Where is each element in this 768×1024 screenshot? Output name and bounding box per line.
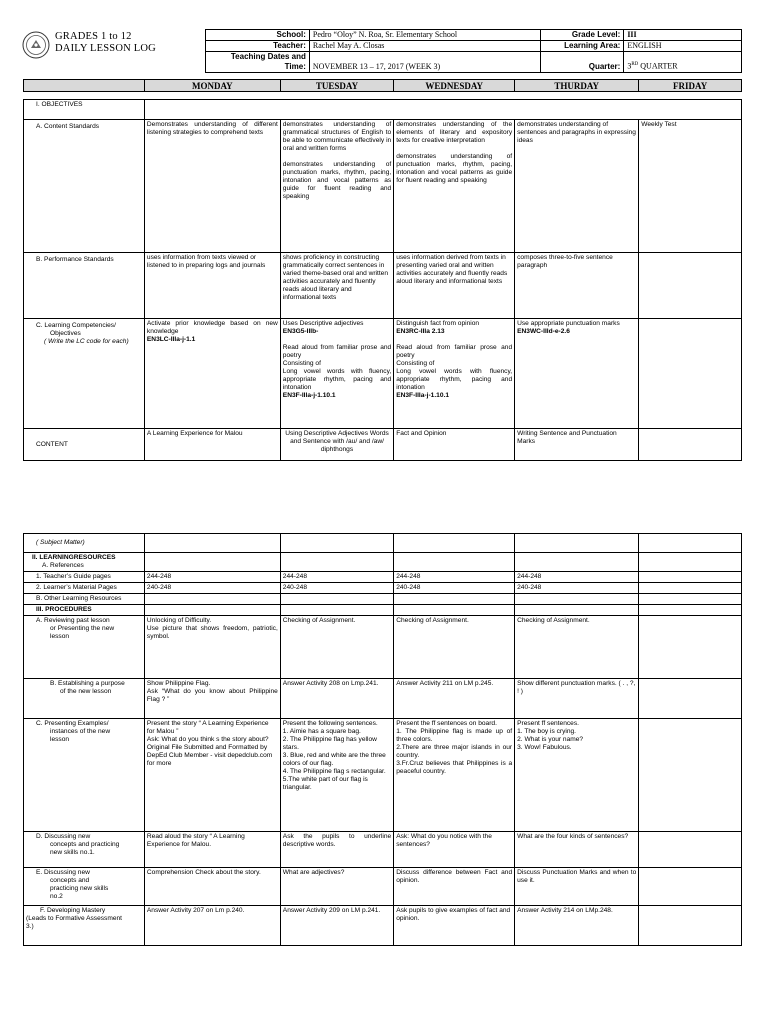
proc-f-label-1: F. Developing Mastery [40,907,106,914]
proc-a-label-2: or Presenting the new [50,625,115,632]
area-value: ENGLISH [624,41,742,52]
content-label: CONTENT [24,429,145,461]
proc-c-tue [280,719,393,832]
proc-a-mon-2: Use picture that shows freedom, patriotic, symbol. [146,625,278,640]
proc-c-tue-4: 3. Blue, red and white are the three colors of our flag. [282,752,386,767]
performance-standards-tue: shows proficiency in constructing grammatically correct sentences in varied theme-based oral and written activities accurately and fluently reads aloud literary and informational texts [280,253,393,319]
days-header-row [23,79,742,92]
proc-c-tue-6: 5.The white part of our flag is triangular. [282,776,368,791]
competencies-thu [515,319,639,429]
proc-c-label-2: instances of the new [50,728,111,735]
procedures-table [23,533,742,946]
proc-c-thu [515,719,639,832]
proc-c-wed-3: 2.There are three major islands in our country. [396,744,513,759]
references-label: A. References [42,562,84,569]
proc-e-label-3: practicing new skills [50,885,109,892]
content-standards-mon: Demonstrates understanding of different listening strategies to comprehend texts [144,120,280,253]
proc-b-fri [639,679,742,719]
proc-d-label-1: D. Discussing new [36,833,91,840]
proc-d-label-3: new skills no.1. [50,849,95,856]
competencies-fri [639,319,742,429]
tg-pages-thu: 244-248 [515,572,639,583]
day-header-wednesday: WEDNESDAY [394,80,515,92]
teacher-label: Teacher: [206,41,310,52]
proc-d-fri [639,832,742,868]
school-value: Pedro “Oloy” N. Roa, Sr. Elementary School [309,30,541,41]
proc-b-label [24,679,145,719]
proc-d-label [24,832,145,868]
competencies-tue-code-2: EN3F-IIIa-j-1.10.1 [282,392,336,399]
procedures-wed [394,605,515,616]
content-standards-tue [280,120,393,253]
content-standards-tue-2: demonstrates understanding of punctuation marks, rhythm, pacing, intonation and vocal patterns as guide for fluent reading and speaking [282,161,392,200]
competencies-label-3: ( Write the LC code for each) [44,338,129,345]
proc-c-fri [639,719,742,832]
procedures-thu [515,605,639,616]
tg-pages-wed: 244-248 [394,572,515,583]
proc-a-thu: Checking of Assignment. [515,616,639,679]
proc-e-tue: What are adjectives? [280,868,393,906]
proc-c-wed [394,719,515,832]
competencies-tue-text-3: Consisting of [282,360,321,367]
subject-matter-fri [639,534,742,553]
content-fri [639,429,742,461]
grade-label: Grade Level: [541,30,624,41]
procedures-heading: III. PROCEDURES [24,605,145,616]
subject-matter-mon [144,534,280,553]
resources-mon [144,553,280,572]
content-wed: Fact and Opinion [394,429,515,461]
lm-pages-wed: 240-248 [394,583,515,594]
competencies-thu-code: EN3WC-IIId-e-2.6 [517,328,570,335]
competencies-wed-code: EN3RC-IIIa 2.13 [396,328,445,335]
proc-c-thu-2: 1. The boy is crying. [517,728,577,735]
lm-pages-label: 2. Learner’s Material Pages [24,583,145,594]
proc-a-mon-1: Unlocking of Difficulty. [146,617,212,624]
content-standards-label: A. Content Standards [24,120,145,253]
dates-label-2: Time: [284,62,306,71]
competencies-wed-text-2: Read aloud from familiar prose and poetry [396,344,513,359]
proc-c-thu-4: 3. Wow! Fabulous. [517,744,572,751]
procedures-fri [639,605,742,616]
content-standards-tue-1: demonstrates understanding of grammatical structures of English to be able to communicate effectively in oral and written forms [282,121,392,152]
proc-e-thu: Discuss Punctuation Marks and when to use it. [515,868,639,906]
proc-a-mon [144,616,280,679]
competencies-tue-text-2: Read aloud from familiar prose and poetry [282,344,392,359]
proc-c-label [24,719,145,832]
day-header-tuesday: TUESDAY [280,80,393,92]
quarter-num: 3 [627,62,632,71]
proc-e-label-2: concepts and [50,877,90,884]
procedures-tue [280,605,393,616]
competencies-wed-text: Distinguish fact from opinion [396,320,480,327]
proc-f-thu: Answer Activity 214 on LMp.248. [515,906,639,946]
proc-c-mon [144,719,280,832]
header-info-table [205,29,742,73]
other-resources-label: B. Other Learning Resources [24,594,145,605]
competencies-tue [280,319,393,429]
objectives-table [23,99,742,461]
brand-title [55,31,156,55]
dates-value: NOVEMBER 13 – 17, 2017 (WEEK 3) [309,52,541,73]
lm-pages-mon: 240-248 [144,583,280,594]
objectives-heading-span [144,100,741,120]
proc-e-wed: Discuss difference between Fact and opinion. [394,868,515,906]
competencies-label-1: C. Learning Competencies/ [36,322,116,329]
resources-fri [639,553,742,572]
content-tue: Using Descriptive Adjectives Words and Sentence with /au/ and /aw/ diphthongs [280,429,393,461]
proc-a-tue: Checking of Assignment. [280,616,393,679]
proc-b-mon-1: Show Philippine Flag. [146,680,211,687]
tg-pages-fri [639,572,742,583]
subject-matter-wed [394,534,515,553]
competencies-wed-text-4: Long vowel words with fluency, appropriate rhythm, pacing and intonation [396,368,513,391]
proc-d-thu: What are the four kinds of sentences? [515,832,639,868]
competencies-thu-text: Use appropriate punctuation marks [517,320,620,327]
proc-d-wed: Ask: What do you notice with the sentences? [394,832,515,868]
lm-pages-thu: 240-248 [515,583,639,594]
proc-e-mon: Comprehension Check about the story. [144,868,280,906]
proc-d-mon: Read aloud the story “ A Learning Experience for Malou. [144,832,280,868]
procedures-mon [144,605,280,616]
content-mon: A Learning Experience for Malou [144,429,280,461]
proc-c-thu-1: Present ff sentences. [517,720,579,727]
other-thu [515,594,639,605]
proc-c-tue-2: 1. Aimie has a square bag. [282,728,361,735]
brand-line-2: DAILY LESSON LOG [55,43,156,54]
competencies-tue-text-4: Long vowel words with fluency, appropriate rhythm, pacing and intonation [282,368,392,391]
proc-a-wed: Checking of Assignment. [394,616,515,679]
competencies-tue-text: Uses Descriptive adjectives [282,320,364,327]
competencies-label-2: Objectives [50,330,81,337]
proc-c-wed-4: 3.Fr.Cruz believes that Philippines is a peaceful country. [396,760,513,775]
proc-b-tue: Answer Activity 208 on Lmp.241. [280,679,393,719]
proc-c-thu-3: 2. What is your name? [517,736,584,743]
quarter-sup: RD [631,62,639,68]
proc-b-wed: Answer Activity 211 on LM p.245. [394,679,515,719]
proc-c-tue-3: 2. The Philippine flag has yellow stars. [282,736,377,751]
proc-b-mon-2: Ask “What do you know about Philippine Flag ? ” [146,688,278,703]
proc-c-tue-5: 4. The Philippine flag s rectangular. [282,768,386,775]
performance-standards-mon: uses information from texts viewed or listened to in preparing logs and journals [144,253,280,319]
proc-f-tue: Answer Activity 209 on LM p.241. [280,906,393,946]
brand-line-1: GRADES 1 to 12 [55,31,132,42]
competencies-mon-code: EN3LC-IIIa-j-1.1 [146,336,196,343]
resources-thu [515,553,639,572]
proc-e-label-1: E. Discussing new [36,869,90,876]
teacher-value: Rachel May A. Closas [309,41,541,52]
tg-pages-label: 1. Teacher’s Guide pages [24,572,145,583]
proc-a-fri [639,616,742,679]
proc-a-label [24,616,145,679]
day-header-monday: MONDAY [144,80,280,92]
subject-matter-thu [515,534,639,553]
proc-c-label-3: lesson [50,736,70,743]
competencies-wed-text-3: Consisting of [396,360,435,367]
day-header-friday: FRIDAY [639,80,742,92]
proc-f-label [24,906,145,946]
school-label: School: [206,30,310,41]
competencies-mon-text: Activate prior knowledge based on new knowledge [146,320,278,335]
other-mon [144,594,280,605]
proc-e-label-4: no.2 [50,893,63,900]
proc-b-label-2: of the new lesson [60,688,112,695]
objectives-heading: I. OBJECTIVES [24,100,145,120]
other-fri [639,594,742,605]
proc-a-label-1: A. Reviewing past lesson [36,617,110,624]
proc-f-wed: Ask pupils to give examples of fact and opinion. [394,906,515,946]
competencies-mon [144,319,280,429]
proc-a-label-3: lesson [50,633,70,640]
content-thu: Writing Sentence and Punctuation Marks [515,429,639,461]
day-header-blank [24,80,145,92]
proc-c-wed-1: Present the ff sentences on board. [396,720,497,727]
content-standards-wed-2: demonstrates understanding of punctuation marks, rhythm, pacing, intonation and vocal patterns as guide for fluent reading and speaking [396,153,513,184]
day-header-thursday: THURDAY [515,80,639,92]
proc-e-fri [639,868,742,906]
competencies-label [24,319,145,429]
area-label: Learning Area: [541,41,624,52]
proc-c-mon-3: Original File Submitted and Formatted by DepEd Club Member - visit depedclub.com for more [146,744,273,767]
proc-f-label-2: (Leads to Formative Assessment [26,915,123,922]
grade-value: III [624,30,742,41]
proc-b-label-1: B. Establishing a purpose [50,680,125,687]
subject-matter-tue [280,534,393,553]
resources-tue [280,553,393,572]
tg-pages-tue: 244-248 [280,572,393,583]
learning-resources-heading [24,553,145,572]
performance-standards-fri [639,253,742,319]
content-standards-thu: demonstrates understanding of sentences and paragraphs in expressing ideas [515,120,639,253]
performance-standards-thu: composes three-to-five sentence paragraph [515,253,639,319]
other-tue [280,594,393,605]
proc-e-label [24,868,145,906]
proc-f-fri [639,906,742,946]
tg-pages-mon: 244-248 [144,572,280,583]
content-standards-fri: Weekly Test [639,120,742,253]
lm-pages-tue: 240-248 [280,583,393,594]
proc-c-mon-2: Ask: What do you think s the story about? [146,736,269,743]
quarter-label: Quarter: [541,52,624,73]
proc-b-thu: Show different punctuation marks. ( . , ?, ! ) [515,679,639,719]
performance-standards-wed: uses information derived from texts in presenting varied oral and written activities accurately and fluently reads aloud literary and informational texts [394,253,515,319]
dates-label [206,52,310,73]
content-standards-wed-1: demonstrates understanding of the elements of literary and expository texts for creative interpretation [396,121,513,144]
proc-b-mon [144,679,280,719]
quarter-rest: QUARTER [638,62,678,71]
proc-f-mon: Answer Activity 207 on Lm p.240. [144,906,280,946]
competencies-wed-code-2: EN3F-IIIa-j-1.10.1 [396,392,449,399]
performance-standards-label: B. Performance Standards [24,253,145,319]
deped-seal-icon [22,31,50,59]
competencies-tue-code: EN3G5-IIIb- [282,328,319,335]
competencies-wed [394,319,515,429]
resources-wed [394,553,515,572]
quarter-value [624,52,742,73]
dates-label-1: Teaching Dates and [230,52,306,61]
proc-d-tue: Ask the pupils to underline descriptive words. [280,832,393,868]
proc-c-wed-2: 1. The Philippine flag is made up of three colors. [396,728,513,743]
proc-c-mon-1: Present the story “ A Learning Experience for Malou ” [146,720,269,735]
proc-d-label-2: concepts and practicing [50,841,120,848]
subject-matter-label: ( Subject Matter) [24,534,145,553]
proc-f-label-3: 3.) [26,923,34,930]
proc-c-label-1: C. Presenting Examples/ [36,720,109,727]
other-wed [394,594,515,605]
proc-c-tue-1: Present the following sentences. [282,720,378,727]
lm-pages-fri [639,583,742,594]
content-standards-wed [394,120,515,253]
learning-resources-title: II. LEARNINGRESOURCES [32,554,116,561]
